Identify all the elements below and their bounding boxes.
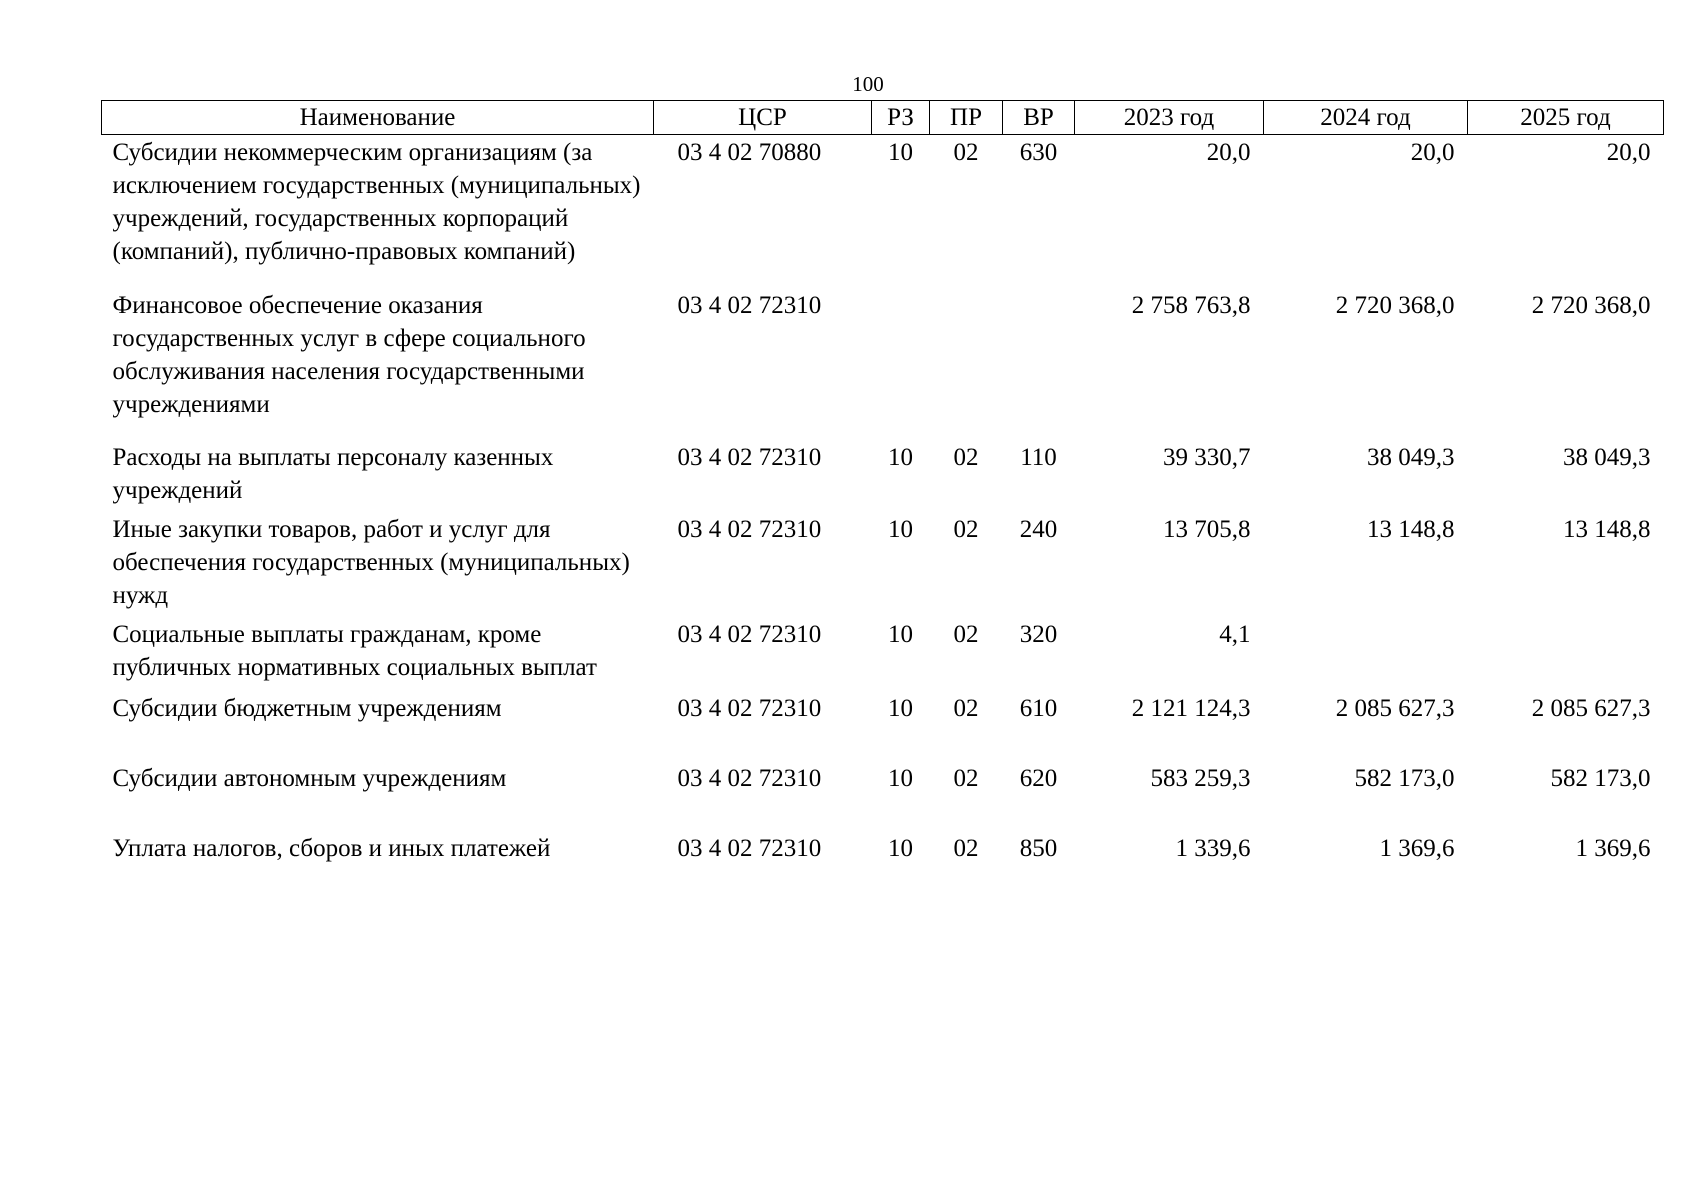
header-csr: ЦСР: [654, 101, 872, 135]
page-number: 100: [852, 72, 884, 96]
table-row: [102, 135, 1664, 269]
row-2024: 13 148,8: [1367, 516, 1455, 543]
row-2023: 2 121 124,3: [1131, 695, 1251, 722]
table-row: [102, 421, 1664, 507]
row-2025: 38 049,3: [1563, 444, 1651, 471]
row-csr: 03 4 02 72310: [677, 516, 822, 543]
row-2024: 38 049,3: [1367, 444, 1455, 471]
table-row: [102, 268, 1664, 421]
row-2023: 583 259,3: [1150, 765, 1251, 792]
row-2024: 2 085 627,3: [1335, 695, 1455, 722]
row-csr: 03 4 02 72310: [677, 835, 822, 862]
row-2024: 582 173,0: [1354, 765, 1455, 792]
row-2025: 2 720 368,0: [1531, 292, 1651, 319]
row-csr: 03 4 02 72310: [677, 621, 822, 648]
row-rz: 10: [888, 516, 913, 543]
row-2024: 20,0: [1410, 139, 1455, 166]
row-rz: 10: [888, 835, 913, 862]
header-2023: 2023 год: [1075, 101, 1264, 135]
row-vr: 620: [1019, 765, 1058, 792]
row-rz: 10: [888, 139, 913, 166]
row-2025: 13 148,8: [1563, 516, 1651, 543]
header-rz: РЗ: [872, 101, 930, 135]
row-pr: 02: [953, 516, 979, 543]
row-rz: 10: [888, 765, 913, 792]
row-2025: 2 085 627,3: [1531, 695, 1651, 722]
row-pr: 02: [953, 444, 979, 471]
row-vr: 850: [1019, 835, 1058, 862]
row-name: Уплата налогов, сборов и иных платежей: [112, 835, 551, 862]
row-2024: 2 720 368,0: [1335, 292, 1455, 319]
row-rz: 10: [888, 444, 913, 471]
row-2024: [1264, 612, 1468, 684]
row-pr: 02: [953, 695, 979, 722]
row-name: Финансовое обеспечение оказания государственных услуг в сфере социального обслуживания населения государственными учреждениями: [112, 292, 586, 418]
row-2023: 13 705,8: [1163, 516, 1251, 543]
header-vr: ВР: [1003, 101, 1075, 135]
row-name: Субсидии бюджетным учреждениям: [112, 695, 502, 722]
row-vr: 320: [1019, 621, 1058, 648]
row-2025: 1 369,6: [1575, 835, 1651, 862]
row-rz: 10: [888, 695, 913, 722]
row-2025: [1468, 612, 1664, 684]
row-2023: 39 330,7: [1163, 444, 1251, 471]
table-row: [102, 725, 1664, 795]
row-csr: 03 4 02 72310: [677, 695, 822, 722]
table-row: [102, 612, 1664, 684]
row-2025: 20,0: [1606, 139, 1651, 166]
header-2025: 2025 год: [1468, 101, 1664, 135]
row-rz: [872, 268, 930, 421]
row-2023: 20,0: [1206, 139, 1251, 166]
row-pr: [930, 268, 1003, 421]
row-2023: 2 758 763,8: [1131, 292, 1251, 319]
table-row: [102, 795, 1664, 865]
row-csr: 03 4 02 72310: [677, 292, 822, 319]
table-row: [102, 684, 1664, 725]
row-vr: 110: [1020, 444, 1057, 471]
row-pr: 02: [953, 765, 979, 792]
row-pr: 02: [953, 621, 979, 648]
row-pr: 02: [953, 835, 979, 862]
row-name: Иные закупки товаров, работ и услуг для обеспечения государственных (муниципальных) нужд: [112, 516, 630, 609]
row-csr: 03 4 02 72310: [677, 444, 822, 471]
budget-table: [101, 100, 1664, 865]
row-name: Социальные выплаты гражданам, кроме публичных нормативных социальных выплат: [112, 621, 597, 681]
row-name: Расходы на выплаты персоналу казенных учреждений: [112, 444, 554, 504]
row-2023: 4,1: [1219, 621, 1251, 648]
header-2024: 2024 год: [1264, 101, 1468, 135]
row-vr: [1003, 268, 1075, 421]
row-name: Субсидии некоммерческим организациям (за исключением государственных (муниципальных) учреждений, государственных корпораций (компаний), публично-правовых компаний): [112, 139, 641, 265]
row-2024: 1 369,6: [1379, 835, 1455, 862]
row-2025: 582 173,0: [1550, 765, 1651, 792]
row-vr: 630: [1019, 139, 1058, 166]
row-2023: 1 339,6: [1175, 835, 1251, 862]
table-row: [102, 507, 1664, 612]
row-rz: 10: [888, 621, 913, 648]
row-csr: 03 4 02 70880: [677, 139, 822, 166]
row-name: Субсидии автономным учреждениям: [112, 765, 507, 792]
table-header-row: [102, 101, 1664, 135]
header-pr: ПР: [930, 101, 1003, 135]
row-vr: 610: [1019, 695, 1058, 722]
row-pr: 02: [953, 139, 979, 166]
header-name: Наименование: [102, 101, 654, 135]
row-vr: 240: [1019, 516, 1058, 543]
row-csr: 03 4 02 72310: [677, 765, 822, 792]
